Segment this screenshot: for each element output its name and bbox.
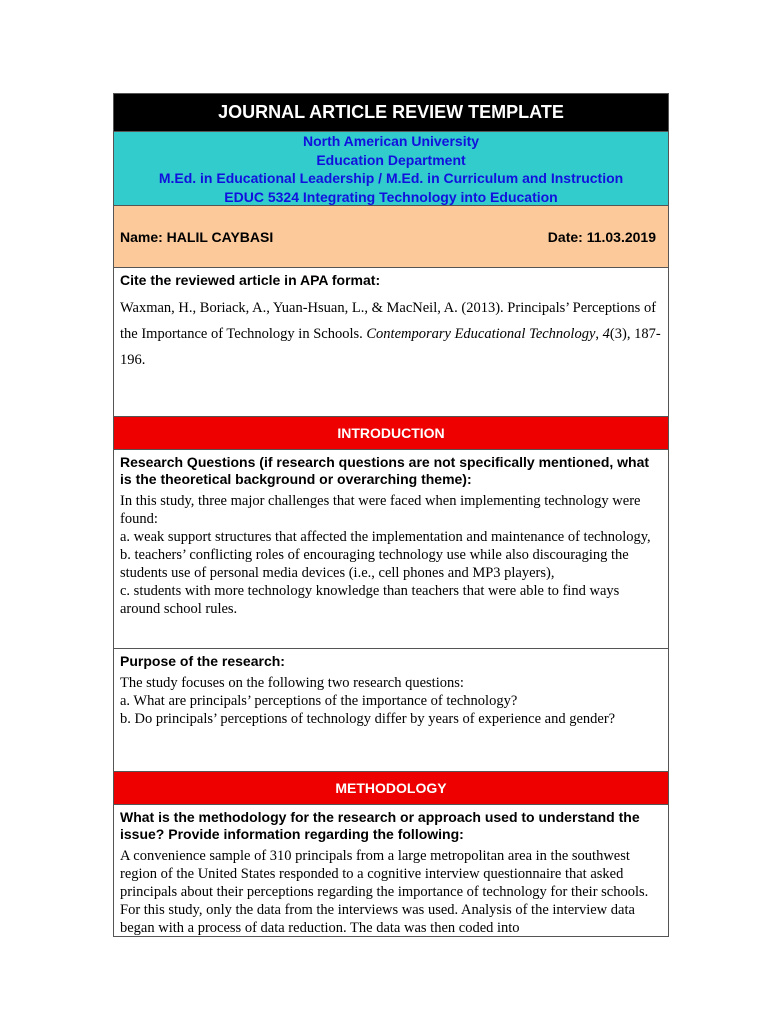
citation-rest: (3), 187-196.: [120, 326, 661, 368]
introduction-heading: INTRODUCTION: [114, 417, 668, 450]
purpose-label: Purpose of the research:: [120, 653, 285, 669]
student-info-row: [114, 206, 668, 268]
course-name: EDUC 5324 Integrating Technology into Education: [224, 188, 558, 205]
department-name: Education Department: [316, 151, 466, 168]
methodology-label: What is the methodology for the research or approach used to understand the issue? Provide information regarding the following:: [120, 809, 640, 842]
university-name: North American University: [302, 133, 480, 149]
review-template-table: [113, 93, 669, 937]
purpose-line: The study focuses on the following two research questions:: [120, 675, 464, 691]
rq-line: b. teachers’ conflicting roles of encouraging technology use while also discouraging the students use of personal media devices (i.e., cell phones and MP3 players),: [120, 547, 629, 581]
citation-text: [120, 295, 662, 373]
citation-journal: Contemporary Educational Technology: [366, 326, 596, 342]
university-header: [114, 132, 668, 206]
methodology-text: A convenience sample of 310 principals from a large metropolitan area in the southwest region of the United States responded to a cognitive interview questionnaire that asked principals about their perceptions regarding the importance of technology for their schools. For this study, only the data from the interviews was used. Analysis of the interview data began with a process of data reduction. The data was then coded into: [120, 848, 649, 936]
methodology-heading: METHODOLOGY: [114, 772, 668, 805]
citation-sep: ,: [595, 326, 603, 342]
citation-label: Cite the reviewed article in APA format:: [120, 272, 381, 288]
citation-volume: 4: [602, 326, 610, 342]
rq-line: In this study, three major challenges that were faced when implementing technology were found:: [120, 493, 641, 527]
template-title: JOURNAL ARTICLE REVIEW TEMPLATE: [114, 94, 668, 132]
rq-line: c. students with more technology knowledge than teachers that were able to find ways around school rules.: [120, 583, 620, 617]
citation-authors: Waxman, H., Boriack, A., Yuan-Hsuan, L., & MacNeil, A. (2013). Principals’ Perceptions of the Importance of Technology in Schools.: [120, 300, 657, 342]
purpose-text: [120, 674, 662, 728]
student-name: Name: HALIL CAYBASI: [120, 228, 274, 245]
program-names: M.Ed. in Educational Leadership / M.Ed. in Curriculum and Instruction: [158, 170, 624, 186]
purpose-line: b. Do principals’ perceptions of technology differ by years of experience and gender?: [120, 711, 616, 727]
methodology-section: [114, 805, 668, 936]
research-questions-label: Research Questions (if research questions are not specifically mentioned, what is the theoretical background or overarching theme):: [120, 454, 650, 487]
research-questions-section: [114, 450, 668, 649]
purpose-line: a. What are principals’ perceptions of the importance of technology?: [120, 693, 518, 709]
rq-line: a. weak support structures that affected the implementation and maintenance of technology,: [120, 529, 651, 545]
citation-section: [114, 268, 668, 417]
review-date: Date: 11.03.2019: [547, 228, 656, 245]
research-questions-text: [120, 492, 662, 618]
purpose-section: [114, 649, 668, 772]
